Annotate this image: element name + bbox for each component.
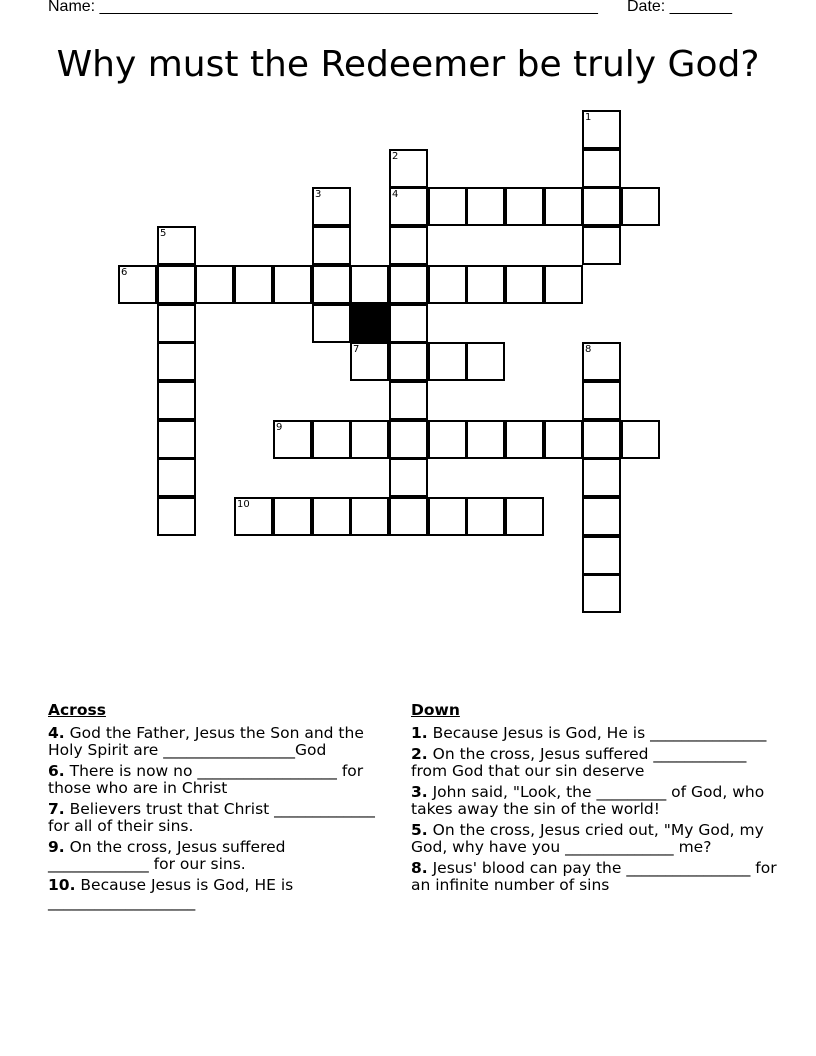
grid-cell[interactable] [273,265,312,304]
clue-number-label: 2 [392,151,399,162]
grid-cell[interactable] [582,458,621,497]
down-clue [411,822,781,856]
clue-text: Because Jesus is God, HE is ___________________ [48,876,294,911]
grid-cell[interactable] [312,265,351,304]
grid-cell[interactable] [428,265,467,304]
grid-cell[interactable] [466,265,505,304]
grid-cell[interactable] [195,265,234,304]
across-clue [48,801,388,835]
grid-cell[interactable] [234,497,273,536]
grid-cell[interactable] [582,226,621,265]
grid-cell[interactable] [582,342,621,381]
down-clue [411,860,781,894]
grid-cell[interactable] [582,574,621,613]
grid-cell[interactable] [505,187,544,226]
grid-cell[interactable] [505,420,544,459]
clue-text: Because Jesus is God, He is _______________ [427,724,767,742]
clue-number-label: 1 [585,112,592,123]
grid-cell[interactable] [350,497,389,536]
grid-cell[interactable] [389,304,428,343]
clue-number: 5. [411,821,428,839]
across-clue [48,839,388,873]
down-clues [411,702,781,898]
grid-cell[interactable] [312,497,351,536]
grid-cell[interactable] [389,342,428,381]
clue-text: John said, "Look, the _________ of God, who takes away the sin of the world! [411,783,765,818]
clue-text: Believers trust that Christ _____________ for all of their sins. [48,800,375,835]
grid-cell[interactable] [273,497,312,536]
clue-text: On the cross, Jesus suffered ____________ from God that our sin deserve [411,745,747,780]
down-heading: Down [411,701,460,719]
grid-cell[interactable] [389,187,428,226]
clue-number-label: 10 [237,499,250,510]
grid-cell[interactable] [157,381,196,420]
grid-cell[interactable] [466,342,505,381]
clue-number: 4. [48,724,65,742]
grid-cell[interactable] [157,497,196,536]
grid-cell[interactable] [544,265,583,304]
grid-cell[interactable] [428,420,467,459]
grid-cell[interactable] [312,420,351,459]
grid-cell[interactable] [389,458,428,497]
clue-number-label: 4 [392,189,399,200]
grid-cell[interactable] [466,420,505,459]
clue-text: On the cross, Jesus cried out, "My God, my God, why have you ______________ me? [411,821,764,856]
grid-cell[interactable] [621,187,660,226]
grid-cell[interactable] [312,226,351,265]
grid-cell[interactable] [582,149,621,188]
clue-number: 10. [48,876,76,894]
grid-cell[interactable] [621,420,660,459]
date-field-label: Date: _______ [627,0,732,15]
grid-cell[interactable] [350,265,389,304]
across-heading: Across [48,701,106,719]
grid-cell[interactable] [582,497,621,536]
across-clues [48,702,388,915]
grid-cell[interactable] [582,110,621,149]
grid-cell[interactable] [582,381,621,420]
name-field-label: Name: ________________________________________________________ [48,0,598,15]
down-clue [411,784,781,818]
grid-cell[interactable] [389,265,428,304]
clue-text: God the Father, Jesus the Son and the Holy Spirit are _________________God [48,724,364,759]
clue-number-label: 5 [160,228,167,239]
grid-cell[interactable] [428,187,467,226]
across-clue [48,725,388,759]
clue-text: There is now no __________________ for those who are in Christ [48,762,364,797]
down-clue [411,746,781,780]
clue-text: On the cross, Jesus suffered _____________ for our sins. [48,838,286,873]
grid-cell[interactable] [389,497,428,536]
grid-cell[interactable] [234,265,273,304]
grid-cell[interactable] [389,381,428,420]
grid-cell[interactable] [582,187,621,226]
grid-cell[interactable] [350,420,389,459]
grid-cell[interactable] [505,497,544,536]
clue-number-label: 3 [315,189,322,200]
grid-cell[interactable] [582,420,621,459]
grid-cell[interactable] [157,458,196,497]
grid-block [350,304,389,343]
grid-cell[interactable] [389,420,428,459]
page-title: Why must the Redeemer be truly God? [56,44,760,85]
grid-cell[interactable] [544,187,583,226]
grid-cell[interactable] [466,497,505,536]
grid-cell[interactable] [389,226,428,265]
clue-number: 7. [48,800,65,818]
grid-cell[interactable] [312,187,351,226]
grid-cell[interactable] [505,265,544,304]
grid-cell[interactable] [157,420,196,459]
clue-number-label: 6 [121,267,128,278]
clue-number: 2. [411,745,428,763]
grid-cell[interactable] [428,342,467,381]
clue-number: 3. [411,783,428,801]
across-clue [48,763,388,797]
grid-cell[interactable] [157,304,196,343]
grid-cell[interactable] [157,265,196,304]
clue-text: Jesus' blood can pay the ________________ for an infinite number of sins [411,859,777,894]
grid-cell[interactable] [273,420,312,459]
grid-cell[interactable] [118,265,157,304]
grid-cell[interactable] [544,420,583,459]
grid-cell[interactable] [466,187,505,226]
clue-number-label: 7 [353,344,360,355]
grid-cell[interactable] [312,304,351,343]
grid-cell[interactable] [157,342,196,381]
grid-cell[interactable] [582,536,621,575]
clue-number: 1. [411,724,428,742]
down-clue [411,725,781,742]
clue-number: 8. [411,859,428,877]
clue-number: 9. [48,838,65,856]
grid-cell[interactable] [350,342,389,381]
clue-number-label: 8 [585,344,592,355]
grid-cell[interactable] [389,149,428,188]
grid-cell[interactable] [157,226,196,265]
clue-number: 6. [48,762,65,780]
clue-number-label: 9 [276,422,283,433]
across-clue [48,877,388,911]
grid-cell[interactable] [428,497,467,536]
